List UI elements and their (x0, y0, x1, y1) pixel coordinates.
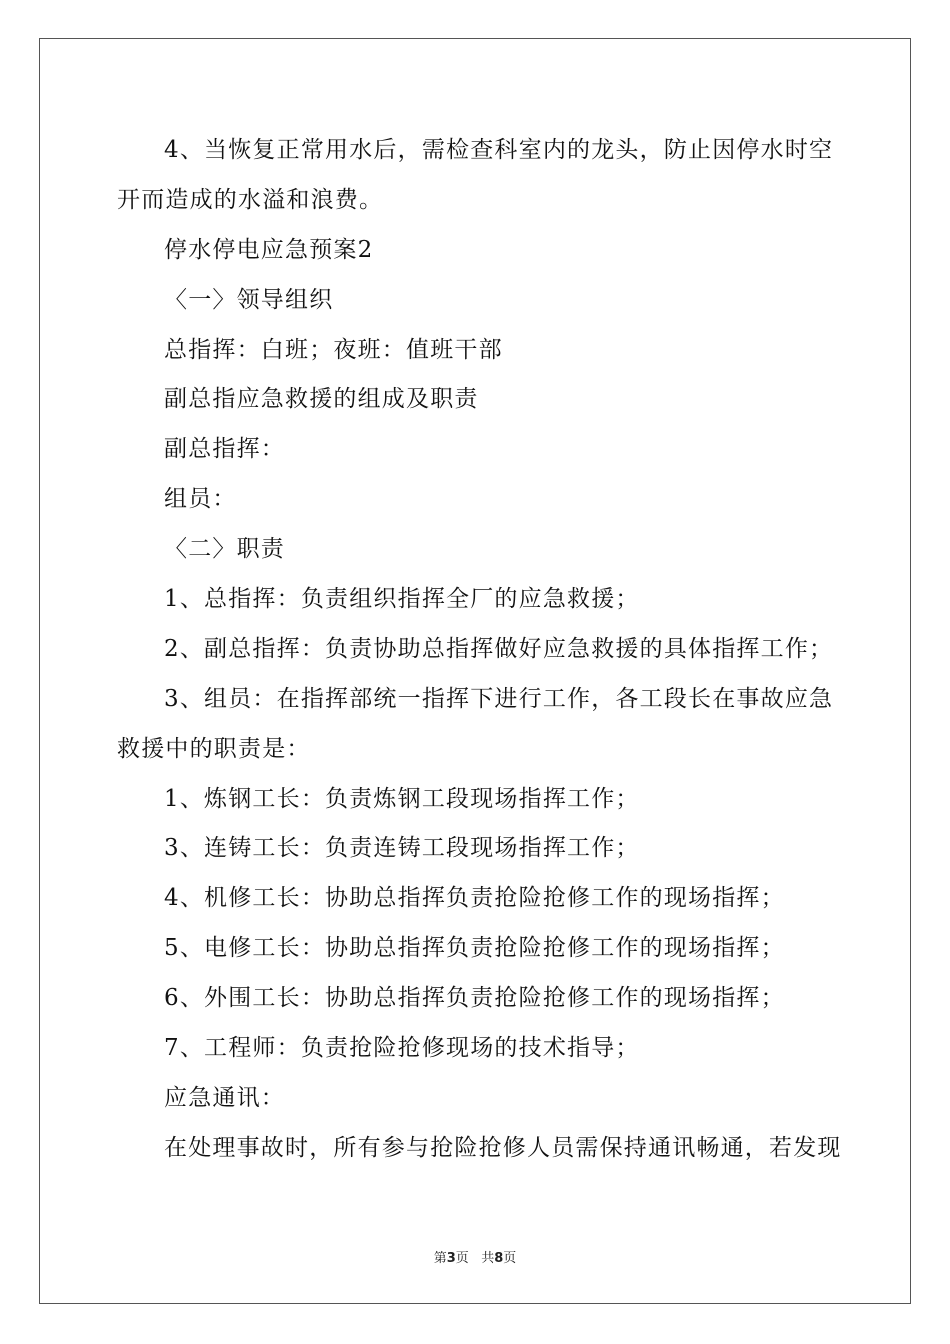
text-line-composition: 副总指应急救援的组成及职责 (164, 386, 479, 412)
list-item: 3、组员：在指挥部统一指挥下进行工作，各工段长在事故应急 (164, 686, 834, 712)
list-item: 3、连铸工长：负责连铸工段现场指挥工作； (164, 835, 640, 861)
page-total: 8 (494, 1251, 504, 1266)
text-line-commander: 总指挥：白班；夜班：值班干部 (164, 337, 503, 363)
text-line-last: 在处理事故时，所有参与抢险抢修人员需保持通讯畅通，若发现 (164, 1135, 842, 1161)
text-line-2: 开而造成的水溢和浪费。 (117, 187, 384, 213)
list-item: 2、副总指挥：负责协助总指挥做好应急救援的具体指挥工作； (164, 636, 834, 662)
list-item: 4、机修工长：协助总指挥负责抢险抢修工作的现场指挥； (164, 885, 785, 911)
total-prefix: 共 (481, 1251, 495, 1266)
page-border (39, 38, 911, 1304)
page-suffix: 页 (455, 1251, 469, 1266)
text-line-deputy: 副总指挥： (164, 436, 285, 462)
section-title: 停水停电应急预案2 (164, 237, 374, 263)
heading-communication: 应急通讯： (164, 1085, 285, 1111)
text-line-members: 组员： (164, 486, 237, 512)
text-line-1: 4、当恢复正常用水后，需检查科室内的龙头，防止因停水时空 (164, 137, 834, 163)
page-current: 3 (446, 1251, 456, 1266)
list-item: 5、电修工长：协助总指挥负责抢险抢修工作的现场指挥； (164, 935, 785, 961)
heading-duties: 〈二〉职责 (164, 536, 285, 562)
page-footer (0, 1247, 950, 1266)
list-item: 1、炼钢工长：负责炼钢工段现场指挥工作； (164, 786, 640, 812)
list-item: 7、工程师：负责抢险抢修现场的技术指导； (164, 1035, 640, 1061)
list-item: 6、外围工长：协助总指挥负责抢险抢修工作的现场指挥； (164, 985, 785, 1011)
heading-leadership: 〈一〉领导组织 (164, 287, 334, 313)
total-suffix: 页 (503, 1251, 517, 1266)
page-prefix: 第 (433, 1251, 447, 1266)
list-item-continuation: 救援中的职责是： (117, 736, 311, 762)
list-item: 1、总指挥：负责组织指挥全厂的应急救援； (164, 586, 640, 612)
